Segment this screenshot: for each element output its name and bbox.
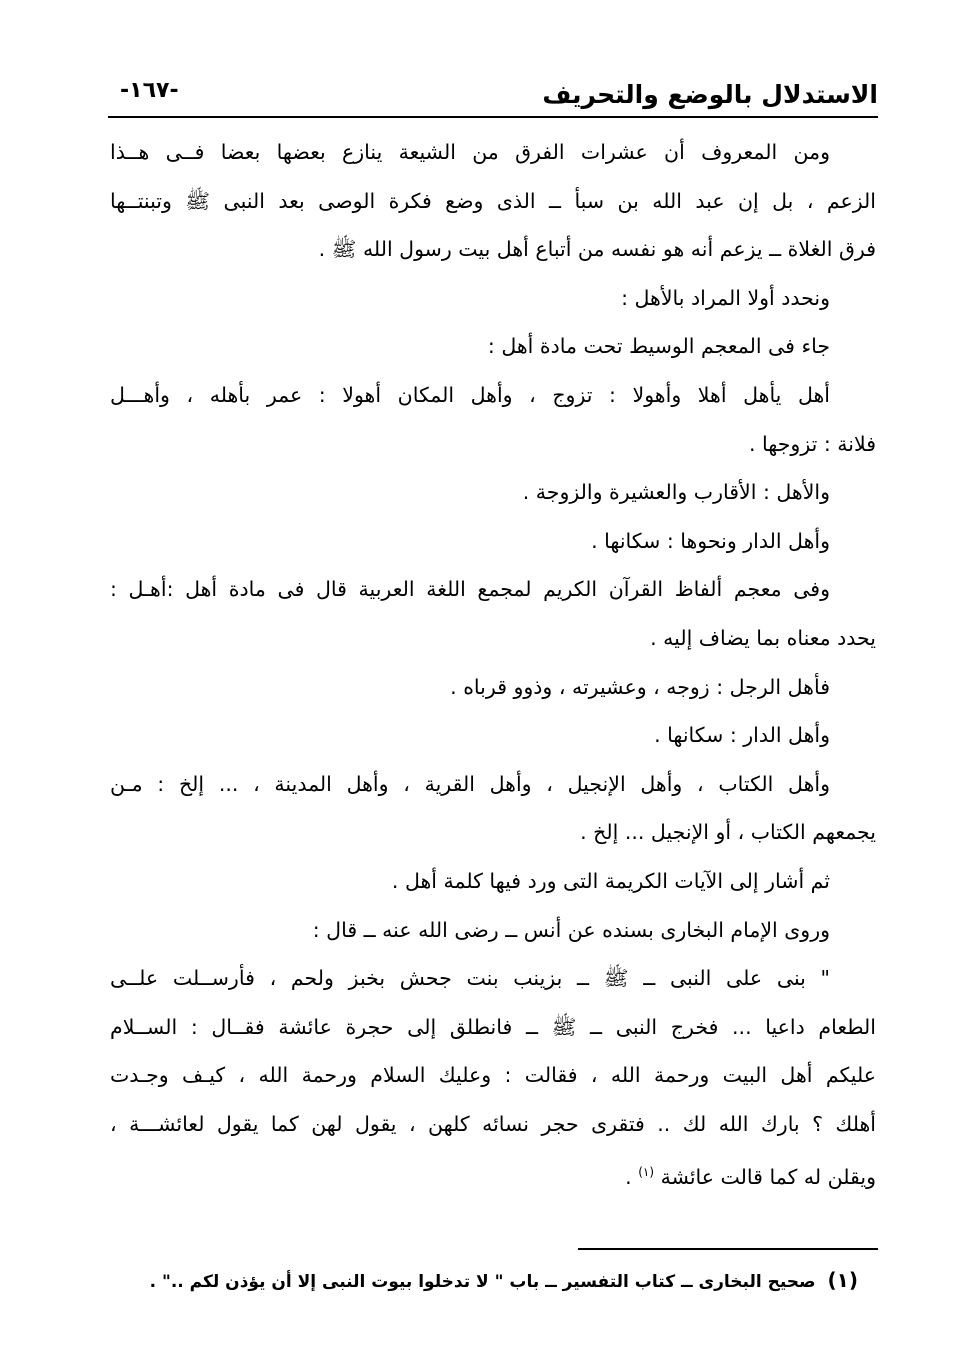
text-line: ونحدد أولا المراد بالأهل : [621,285,830,310]
text-line: الطعام داعيا ... فخرج النبى ــ ﷺ ــ فانطلق إلى حجرة عائشة فقــال : الســلام [110,1014,876,1039]
text-line: جاء فى المعجم الوسيط تحت مادة أهل : [487,334,830,359]
text-line: ومن المعروف أن عشرات الفرق من الشيعة ينازع بعضها بعضا فــى هــذا [110,140,830,164]
text-line: فأهل الرجل : زوجه ، وعشيرته ، وذوو قرباه . [450,674,830,699]
body-text [110,128,876,1197]
text-fragment: . [625,1165,632,1190]
text-line: يحدد معناه بما يضاف إليه . [650,625,876,650]
page-number: -١٦٧- [120,78,179,103]
footnote-reference[interactable]: (١) [638,1165,655,1180]
text-line: وأهل الدار : سكانها . [654,723,830,748]
text-fragment: ويقلن له كما قالت عائشة [660,1165,876,1190]
text-line: وأهل الكتاب ، وأهل الإنجيل ، وأهل القرية ، وأهل المدينة ، ... إلخ : مـن [110,771,830,796]
text-line: " بنى على النبى ــ ﷺ ــ بزينب بنت جحش بخبز ولحم ، فأرســلت علــى [110,966,830,991]
footnote-text: صحيح البخارى ــ كتاب التفسير ــ باب " لا تدخلوا بيوت النبى إلا أن يؤذن لكم .." . [149,1272,816,1292]
text-line: فرق الغلاة ــ يزعم أنه هو نفسه من أتباع أهل بيت رسول الله ﷺ . [318,237,876,262]
text-line: يجمعهم الكتاب ، أو الإنجيل ... إلخ . [580,820,876,845]
footnote-marker: (١) [827,1268,858,1292]
text-line: وأهل الدار ونحوها : سكانها . [591,528,830,553]
footnote [110,1268,858,1292]
text-line: الزعم ، بل إن عبد الله بن سبأ ــ الذى وضع فكرة الوصى بعد النبى ﷺ وتبنتــها [110,188,876,213]
page-header [108,74,878,118]
header-rule [108,116,878,118]
text-line: فلانة : تزوجها . [749,431,876,456]
text-line-last [110,1148,876,1197]
text-line: وفى معجم ألفاظ القرآن الكريم لمجمع اللغة العربية قال فى مادة أهل :أهـل : [110,577,830,602]
text-line: ثم أشار إلى الآيات الكريمة التى ورد فيها كلمة أهل . [391,868,830,893]
text-line: أهل يأهل أهلا وأهولا : تزوج ، وأهل المكان أهولا : عمر بأهله ، وأهـــل [110,382,830,407]
running-title: الاستدلال بالوضع والتحريف [542,80,878,109]
text-line: وروى الإمام البخارى بسنده عن أنس ــ رضى الله عنه ــ قال : [312,917,830,942]
text-line: والأهل : الأقارب والعشيرة والزوجة . [522,480,830,505]
text-line: أهلك ؟ بارك الله لك .. فتقرى حجر نسائه كلهن ، يقول لهن كما يقول لعائشـــة ، [110,1111,876,1136]
footnote-rule [578,1248,878,1250]
text-line: عليكم أهل البيت ورحمة الله ، فقالت : وعليك السلام ورحمة الله ، كيـف وجـدت [110,1063,876,1088]
